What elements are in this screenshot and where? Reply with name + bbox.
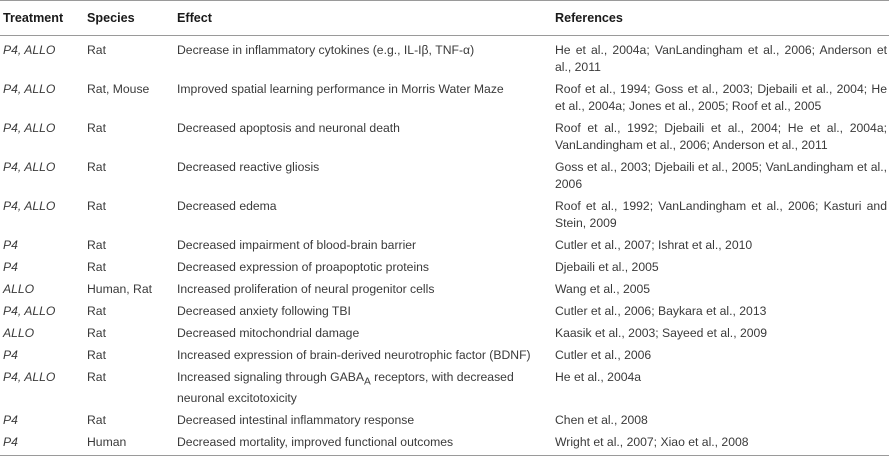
table-row bbox=[0, 234, 889, 256]
references-cell: Wang et al., 2005 bbox=[555, 282, 651, 296]
header-references: References bbox=[552, 1, 889, 36]
references-cell: Chen et al., 2008 bbox=[555, 413, 648, 428]
header-species: Species bbox=[84, 1, 174, 36]
treatment-cell: P4, ALLO bbox=[3, 121, 56, 135]
species-cell: Rat bbox=[87, 326, 106, 340]
species-cell: Rat, Mouse bbox=[87, 82, 150, 96]
references-cell: Roof et al., 1992; Djebaili et al., 2004; He et al., 2004a; VanLandingham et al., 2006; Anderson et al., 2011 bbox=[555, 121, 887, 152]
species-cell: Rat bbox=[87, 413, 106, 428]
species-cell: Rat bbox=[87, 370, 106, 384]
table-row bbox=[0, 156, 889, 195]
effect-cell: Increased expression of brain-derived neurotrophic factor (BDNF) bbox=[177, 348, 531, 362]
references-cell: Cutler et al., 2006 bbox=[555, 348, 652, 362]
effect-cell: Decrease in inflammatory cytokines (e.g., IL-Iβ, TNF-α) bbox=[177, 43, 475, 57]
header-row bbox=[0, 1, 889, 36]
species-cell: Rat bbox=[87, 43, 106, 57]
treatment-cell: P4, ALLO bbox=[3, 304, 56, 318]
table-row bbox=[0, 195, 889, 234]
treatment-cell: P4 bbox=[3, 238, 18, 252]
references-cell: He et al., 2004a bbox=[555, 370, 642, 384]
table-row bbox=[0, 78, 889, 117]
treatment-cell: P4 bbox=[0, 431, 84, 456]
references-cell: Kaasik et al., 2003; Sayeed et al., 2009 bbox=[555, 326, 768, 340]
table-row bbox=[0, 256, 889, 278]
references-cell: Goss et al., 2003; Djebaili et al., 2005; VanLandingham et al., 2006 bbox=[555, 160, 887, 191]
table-row bbox=[0, 300, 889, 322]
effect-cell: Decreased apoptosis and neuronal death bbox=[177, 121, 400, 135]
effect-cell: Decreased mitochondrial damage bbox=[177, 326, 360, 340]
species-cell: Human, Rat bbox=[87, 282, 153, 296]
references-cell: Roof et al., 1992; VanLandingham et al., 2006; Kasturi and Stein, 2009 bbox=[555, 199, 887, 230]
effect-cell: Decreased expression of proapoptotic proteins bbox=[177, 260, 430, 274]
references-cell: Cutler et al., 2006; Baykara et al., 2013 bbox=[555, 304, 767, 318]
table-row bbox=[0, 322, 889, 344]
effect-cell: Decreased mortality, improved functional outcomes bbox=[174, 431, 552, 456]
references-cell: Cutler et al., 2007; Ishrat et al., 2010 bbox=[555, 238, 753, 252]
treatment-cell: P4, ALLO bbox=[3, 370, 56, 384]
effect-cell: Improved spatial learning performance in Morris Water Maze bbox=[177, 82, 504, 96]
treatment-cell: P4 bbox=[3, 260, 18, 274]
table-row bbox=[0, 344, 889, 366]
effect-cell bbox=[174, 366, 552, 409]
treatment-cell: P4, ALLO bbox=[3, 160, 56, 174]
species-cell: Rat bbox=[87, 238, 106, 252]
references-cell: He et al., 2004a; VanLandingham et al., 2006; Anderson et al., 2011 bbox=[555, 43, 887, 74]
references-cell: Roof et al., 1994; Goss et al., 2003; Djebaili et al., 2004; He et al., 2004a; Jones et al., 2005; Roof et al., 2005 bbox=[555, 82, 887, 113]
effect-cell: Increased proliferation of neural progenitor cells bbox=[177, 282, 435, 296]
treatment-cell: ALLO bbox=[3, 326, 35, 340]
table-row bbox=[0, 366, 889, 409]
treatment-cell: ALLO bbox=[3, 282, 35, 296]
species-cell: Rat bbox=[87, 260, 106, 274]
effect-text: receptors, with decreased neuronal excitotoxicity bbox=[177, 370, 514, 406]
species-cell: Rat bbox=[87, 348, 106, 362]
treatment-cell: P4 bbox=[3, 413, 18, 428]
species-cell: Rat bbox=[87, 160, 106, 174]
treatment-cell: P4, ALLO bbox=[3, 199, 56, 213]
references-cell: Djebaili et al., 2005 bbox=[555, 260, 659, 274]
effect-cell: Decreased impairment of blood-brain barrier bbox=[177, 238, 417, 252]
subscript: A bbox=[364, 376, 371, 388]
treatment-cell: P4 bbox=[3, 348, 18, 362]
header-effect: Effect bbox=[174, 1, 552, 36]
treatment-cell: P4, ALLO bbox=[3, 43, 56, 57]
treatment-cell: P4, ALLO bbox=[3, 82, 56, 96]
species-cell: Rat bbox=[87, 121, 106, 135]
species-cell: Rat bbox=[87, 304, 106, 318]
table-row bbox=[0, 278, 889, 300]
table-row bbox=[0, 431, 889, 456]
references-cell: Wright et al., 2007; Xiao et al., 2008 bbox=[552, 431, 889, 456]
effect-cell: Decreased intestinal inflammatory response bbox=[177, 413, 415, 428]
effect-text: Increased signaling through GABA bbox=[177, 370, 364, 384]
table-row bbox=[0, 117, 889, 156]
effect-cell: Decreased anxiety following TBI bbox=[177, 304, 351, 318]
table-row bbox=[0, 409, 889, 431]
species-cell: Rat bbox=[87, 199, 106, 213]
effect-cell: Decreased edema bbox=[177, 199, 277, 213]
table-row bbox=[0, 36, 889, 79]
species-cell: Human bbox=[84, 431, 174, 456]
header-treatment: Treatment bbox=[0, 1, 84, 36]
effect-cell: Decreased reactive gliosis bbox=[177, 160, 320, 174]
